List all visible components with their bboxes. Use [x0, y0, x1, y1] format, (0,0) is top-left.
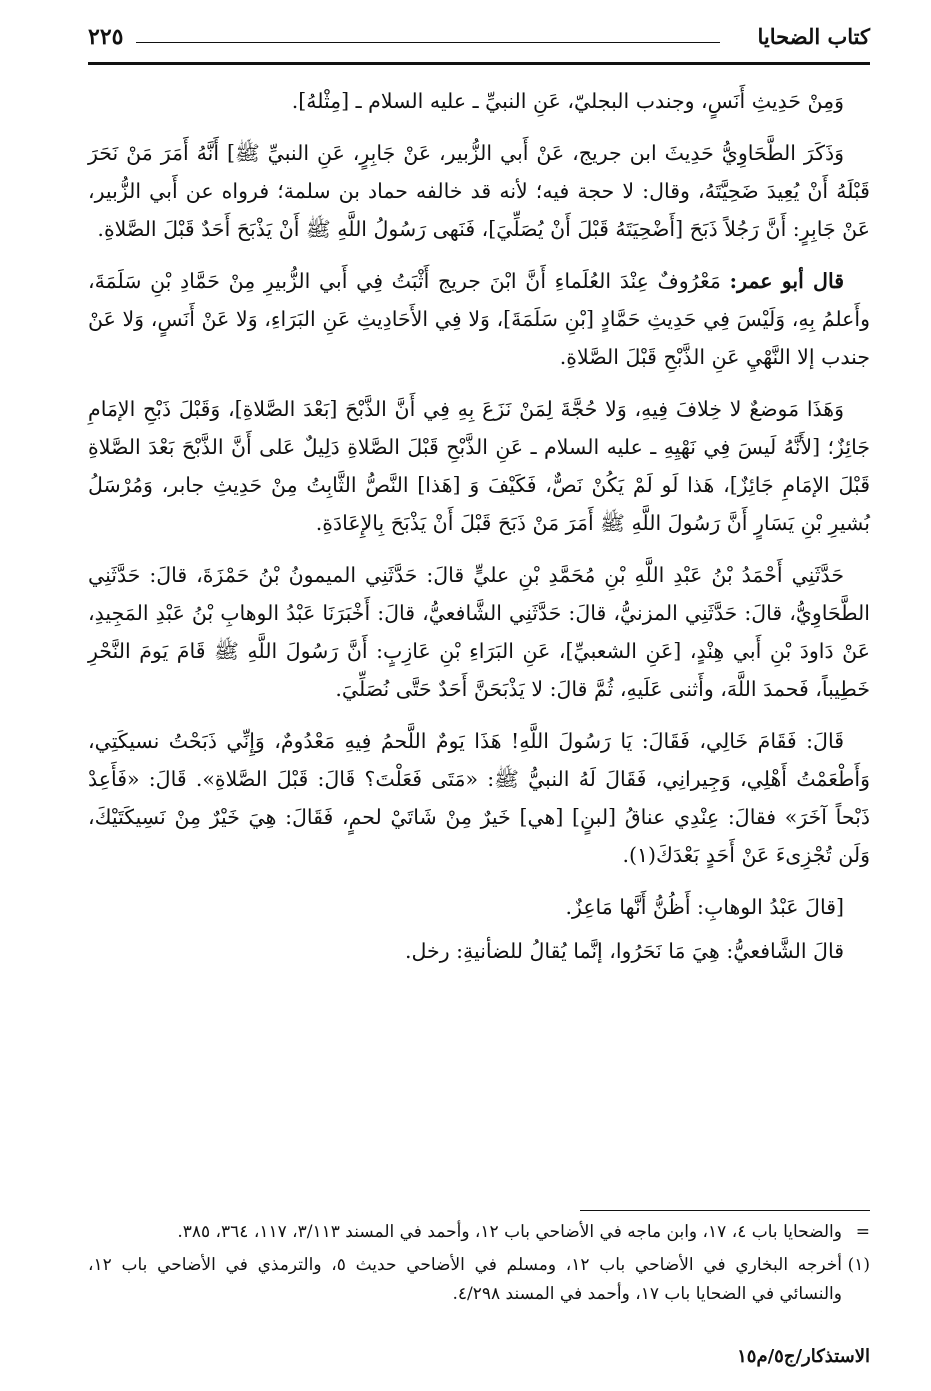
paragraph: [قالَ عَبْدُ الوهابِ: أَظُنُّ أَنَّها مَاعِزٌ.: [565, 895, 844, 919]
printer-signature: الاستذكار/ج٥/م١٥: [737, 1346, 870, 1367]
running-header: [88, 18, 870, 58]
paragraph: قال أبو عمر: مَعْرُوفٌ عِنْدَ العُلَماءِ أَنَّ ابْنَ جريج أَثْبَتُ فِي أَبي الزُّبيرِ مِنْ حَمَّادِ بْنِ سَلَمَةَ، وأَعلمُ بِهِ، وَلَيْسَ فِي حَدِيثِ حَمَّادٍ [بْنِ سَلَمَةَ]، وَلا فِي الأَحَادِيثِ عَنِ البَرَاءِ، وَلا عَنْ أَنَسٍ، وَلا عَنْ جندب إلا النَّهْيِ عَنِ الذَّبْحِ قَبْلَ الصَّلاةِ.: [88, 269, 870, 369]
main-text: [88, 82, 870, 984]
footnote-text: والضحايا باب ٤، ١٧، وابن ماجه في الأضاحي باب ١٢، وأحمد في المسند ٣/١١٣، ١١٧، ٣٦٤، ٣٨٥.: [177, 1222, 842, 1242]
footnote: [88, 1218, 870, 1247]
header-inner-rule: [136, 42, 720, 43]
paragraph: قالَ الشَّافعيُّ: هِيَ مَا نَحَرُوا، إنَّما يُقالُ للضأنيةِ: رخل.: [405, 939, 844, 963]
paragraph: قَالَ: فَقَامَ خَالِي، فَقَالَ: يَا رَسُولَ اللَّهِ! هَذَا يَومٌ اللَّحمُ فِيهِ مَعْدُومٌ، وَإِنِّي ذَبَحْتُ نسيكَتِي، وَأَطْعَمْتُ أَهْلِي، وَجِيرانِي، فَقَالَ لَهُ النبيُّ ﷺ: «مَتَى فَعَلْتَ؟ قَالَ: قَبْلَ الصَّلاةِ». قَالَ: «فَأَعِدْ ذَبْحاً آخَرَ» فقالَ: عِنْدِي عناقُ [لبنٍ] [هي] خَيرٌ مِنْ شَاتَيْ لحمٍ، فَقَالَ: هِيَ خَيْرٌ مِنْ نَسِيكَتَيْكَ، وَلَن تُجْزِىءَ عَنْ أَحَدٍ بَعْدَكَ(١).: [88, 729, 870, 867]
speaker-label: قال أبو عمر:: [729, 269, 844, 293]
paragraph: حَدَّثَنِي أَحْمَدُ بْنُ عَبْدِ اللَّهِ بْنِ مُحَمَّدِ بْنِ عليٍّ قالَ: حَدَّثَنِي الميمونُ بْنُ حَمْزَةَ، قالَ: حَدَّثَنِي الطَّحَاوِيُّ، قالَ: حَدَّثَنِي المزنيُّ، قالَ: حَدَّثَنِي الشَّافعيُّ، قالَ: أَخْبَرَنَا عَبْدُ الوهابِ بْنُ عَبْدِ المَجِيدِ، عَنْ دَاودَ بْنِ أَبي هِنْدٍ، [عَنِ الشعبيِّ]، عَنِ البَرَاءِ بْنِ عَازِبٍ: أَنَّ رَسُولَ اللَّهِ ﷺ قَامَ يَومَ النَّحْرِ خَطِيباً، فَحمدَ اللَّهَ، وأَثنى عَلَيهِ، ثُمَّ قالَ: لا يَذْبَحَنَّ أَحَدٌ حَتَّى نُصَلِّيَ.: [88, 563, 870, 701]
header-rule: [88, 62, 870, 65]
footnote-mark: (١): [847, 1255, 870, 1275]
footnote-separator: [580, 1210, 870, 1211]
book-page: [88, 18, 870, 1378]
footnotes: [88, 1218, 870, 1313]
page-number: ٢٢٥: [88, 24, 124, 50]
paragraph: وَهَذَا مَوضعٌ لا خِلافَ فِيهِ، وَلا حُجَّةَ لِمَنْ نَزَعَ بِهِ فِي أَنَّ الذَّبْحَ [بَعْدَ الصَّلاةِ]، وَقَبْلَ ذَبْحِ الإمَامِ جَائِزٌ؛ [لأَنَّهُ لَيسَ فِي نَهْيِهِ ـ عليه السلام ـ عَنِ الذَّبْحِ قَبْلَ الصَّلاةِ دَلِيلٌ عَلى أَنَّ الذَّبْحَ بَعْدَ الصَّلاةِ قَبْلَ الإمَامِ جَائِزٌ]، هَذا لَو لَمْ يَكُنْ نَصٌّ، فَكَيْفَ وَ [هَذا] النَّصُّ الثَّابِتُ مِنْ حَدِيثِ جابر، وَمُرْسَلُ بُشيرِ بْنِ يَسَارٍ أَنَّ رَسُولَ اللَّهِ ﷺ أَمَرَ مَنْ ذَبَحَ قَبْلَ أَنْ يَذْبَحَ بِالإِعَادَةِ.: [88, 397, 870, 535]
paragraph: وَمِنْ حَدِيثِ أَنَسٍ، وجندب البجليّ، عَنِ النبيِّ ـ عليه السلام ـ [مِثْلهُ].: [291, 89, 844, 113]
paragraph: وَذَكَرَ الطَّحَاوِيُّ حَدِيثَ ابن جريج، عَنْ أَبي الزُّبير، عَنْ جَابِرٍ، عَنِ النبيِّ ﷺ] أَنَّهُ أَمَرَ مَنْ نَحَرَ قَبْلَهُ أَنْ يُعِيدَ ضَحِيَّتَهُ، وقال: لا حجة فيه؛ لأنه قد خالفه حماد بن سلمة؛ فرواه عن أَبي الزُّبير، عَنْ جَابِرٍ: أَنَّ رَجُلاً ذَبَحَ [أَضْحِيَتَهُ قَبْلَ أَنْ يُصَلِّيَ]، فَنَهى رَسُولُ اللَّهِ ﷺ أَنْ يَذْبَحَ أَحَدٌ قَبْلَ الصَّلاةِ.: [88, 141, 870, 241]
footnote: [88, 1251, 870, 1309]
footnote-text: أخرجه البخاري في الأضاحي باب ١٢، ومسلم في الأضاحي حديث ٥، والترمذي في الأضاحي باب ١٢، والنسائي في الضحايا باب ١٧، وأحمد في المسند ٤/٢٩٨.: [88, 1255, 843, 1304]
footnote-mark: =: [855, 1222, 870, 1242]
chapter-title: كتاب الضحايا: [757, 24, 870, 49]
